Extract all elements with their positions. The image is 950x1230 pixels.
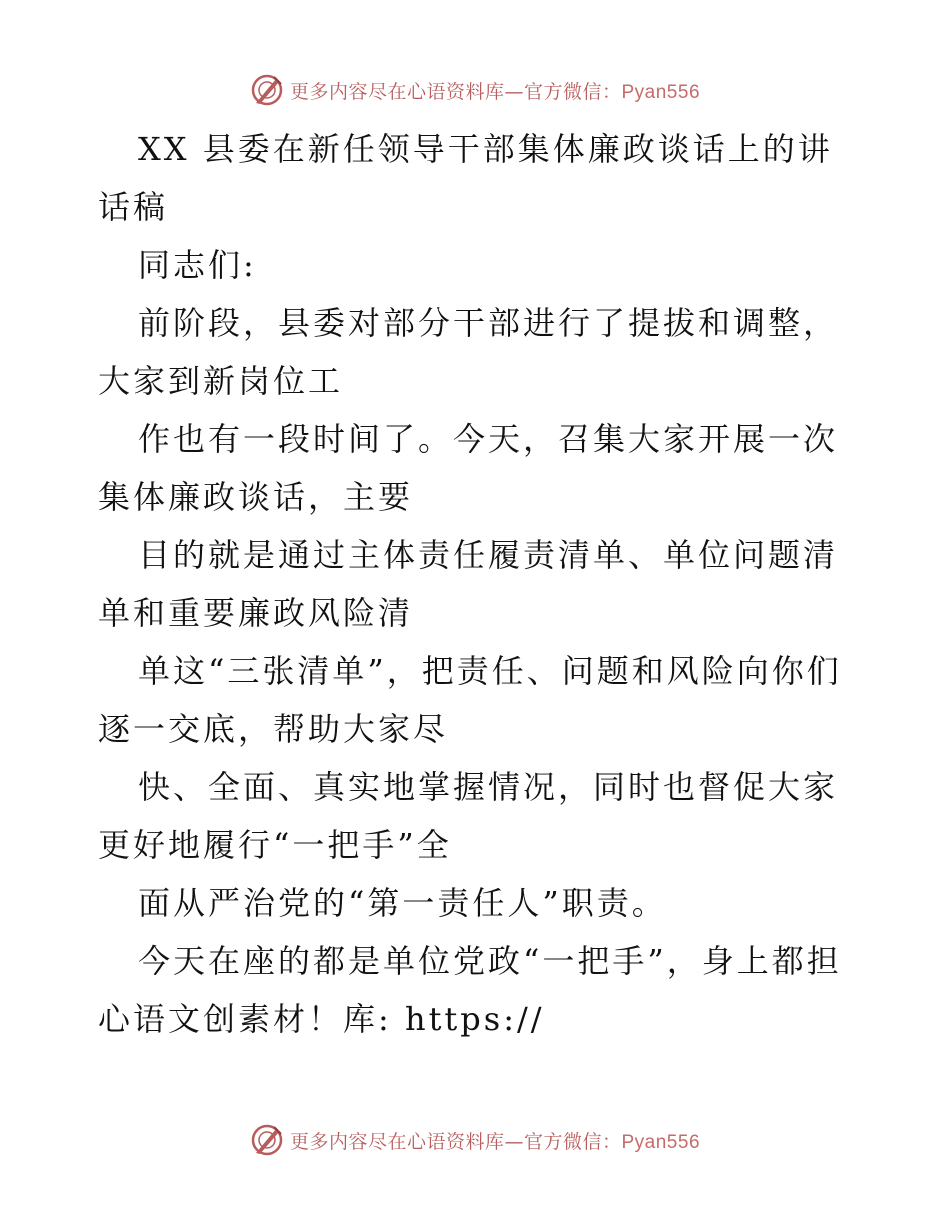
banner-label: 官方微信： bbox=[523, 80, 622, 103]
document-title: XX 县委在新任领导干部集体廉政谈话上的讲话稿 bbox=[98, 130, 833, 226]
paragraph: 单这“三张清单”，把责任、问题和风险向你们逐一交底，帮助大家尽 bbox=[98, 652, 842, 748]
banner-account: Pyan556 bbox=[621, 1131, 701, 1153]
paragraph: 前阶段，县委对部分干部进行了提拔和调整，大家到新岗位工 bbox=[98, 304, 839, 400]
banner-text bbox=[290, 77, 700, 104]
banner-account: Pyan556 bbox=[621, 81, 701, 103]
paragraph: 今天在座的都是单位党政“一把手”，身上都担心语文创素材！库: https:// bbox=[98, 942, 842, 1038]
paragraph-salutation: 同志们: bbox=[138, 246, 257, 284]
banner-title: 更多内容尽在心语资料库 bbox=[289, 80, 505, 103]
banner-label: 官方微信： bbox=[523, 1130, 622, 1153]
footer-banner bbox=[0, 1120, 950, 1160]
paragraph: 作也有一段时间了。今天，召集大家开展一次集体廉政谈话，主要 bbox=[98, 420, 839, 516]
quill-seal-icon bbox=[250, 1123, 284, 1157]
banner-text bbox=[290, 1127, 700, 1154]
banner-title: 更多内容尽在心语资料库 bbox=[289, 1130, 505, 1153]
header-banner bbox=[0, 70, 950, 110]
paragraph: 目的就是通过主体责任履责清单、单位问题清单和重要廉政风险清 bbox=[98, 536, 839, 632]
quill-seal-icon bbox=[250, 73, 284, 107]
paragraph: 快、全面、真实地掌握情况，同时也督促大家更好地履行“一把手”全 bbox=[98, 768, 839, 864]
paragraph: 面从严治党的“第一责任人”职责。 bbox=[138, 884, 667, 922]
banner-separator: — bbox=[504, 1130, 524, 1153]
banner-separator: — bbox=[504, 80, 524, 103]
document-body bbox=[98, 120, 858, 1048]
